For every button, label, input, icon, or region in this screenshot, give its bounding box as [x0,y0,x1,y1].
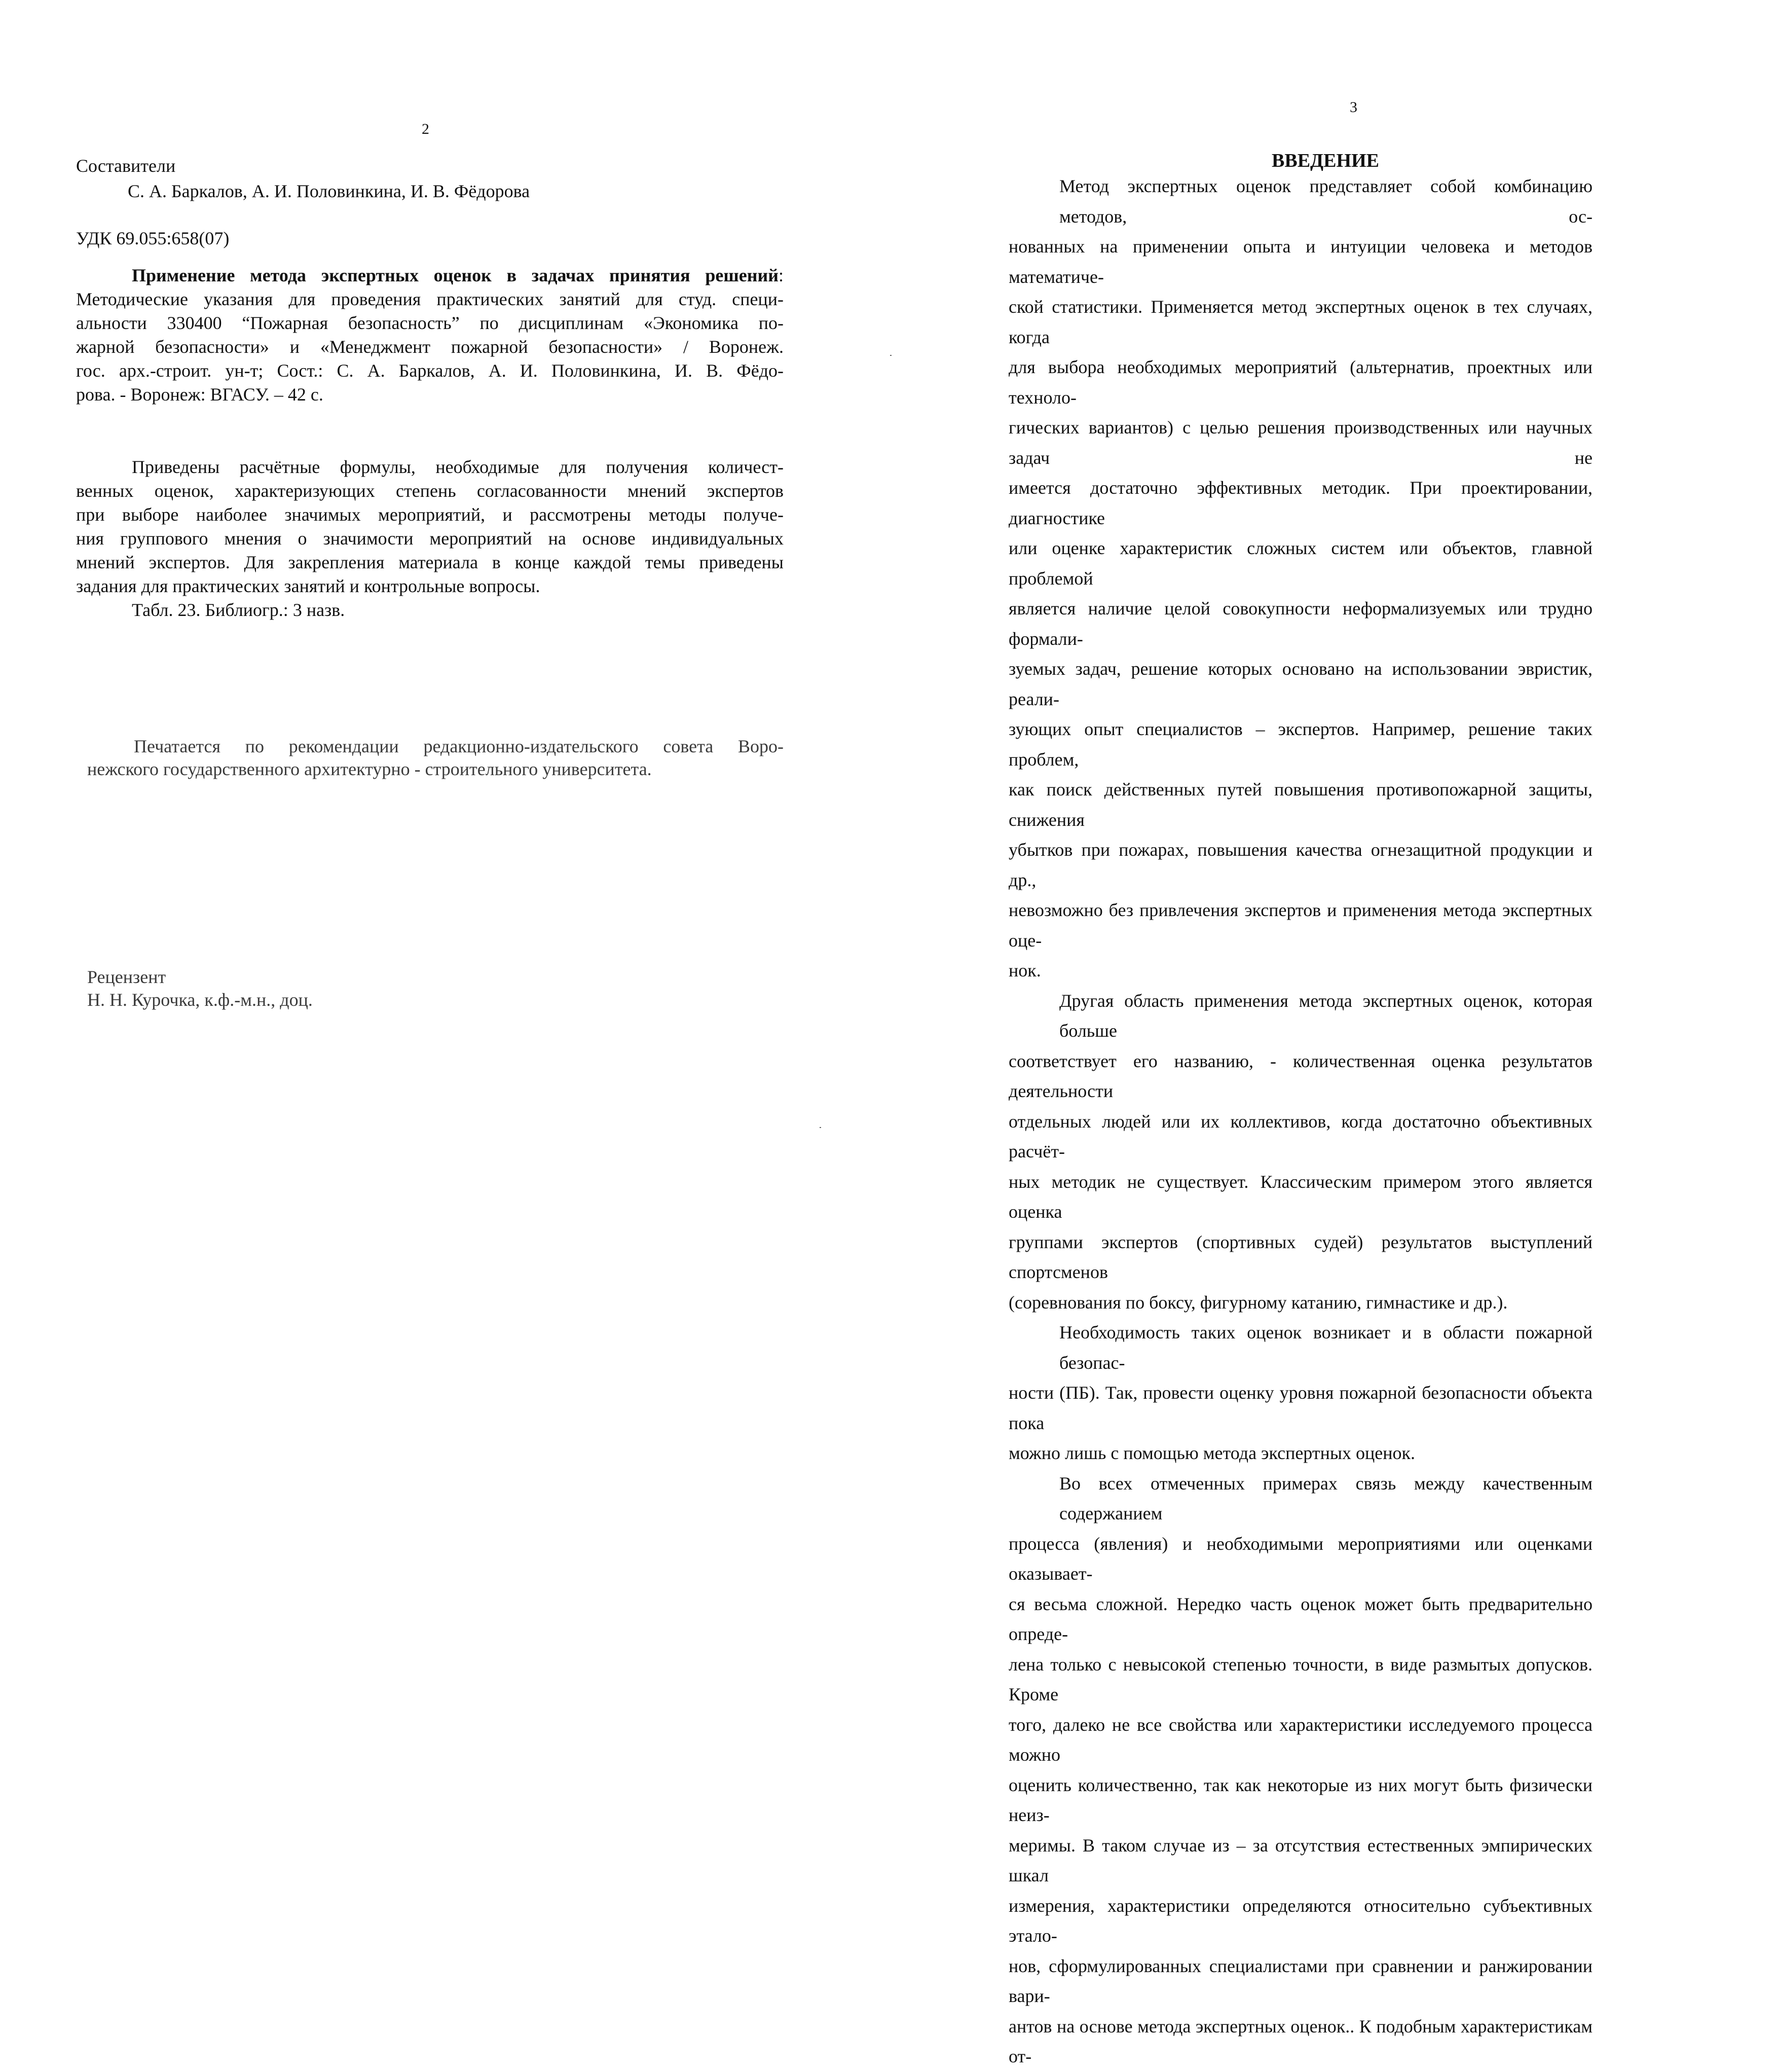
body-line: Необходимость таких оценок возникает и в области пожарной безопас- [1059,1322,1593,1373]
body-line: для выбора необходимых мероприятий (альтернатив, проектных или техноло- [1009,357,1593,408]
annotation-line: Приведены расчётные формулы, необходимые для получения количест- [132,457,784,477]
biblio-line: жарной безопасности» и «Менеджмент пожарной безопасности» / Воронеж. [76,337,784,357]
body-line: как поиск действенных путей повышения противопожарной защиты, снижения [1009,779,1593,830]
body-line: Во всех отмеченных примерах связь между качественным содержанием [1059,1473,1593,1523]
body-line: или оценке характеристик сложных систем или объектов, главной проблемой [1009,538,1593,589]
body-line: Метод экспертных оценок представляет собой комбинацию методов, ос- [1059,176,1593,227]
annotation-line: ния группового мнения о значимости мероприятий на основе индивидуальных [76,528,784,549]
reviewer-label: Рецензент [87,967,166,987]
body-line: нов, сформулированных специалистами при сравнении и ранжировании вари- [1009,1955,1593,2006]
print-approval-note [87,735,784,781]
annotation-line: мнений экспертов. Для закрепления материала в конце каждой темы приведены [76,552,784,572]
reviewer-name: Н. Н. Курочка, к.ф.-м.н., доц. [87,990,313,1010]
udk-code: УДК 69.055:658(07) [76,228,230,248]
body-line: антов на основе метода экспертных оценок.. К подобным характеристикам от- [1009,2016,1593,2066]
body-line: ных методик не существует. Классическим примером этого является оценка [1009,1171,1593,1222]
document-title: Применение метода экспертных оценок в задачах принятия решений [132,265,779,285]
biblio-line: гос. арх.-строит. ун-т; Сост.: С. А. Баркалов, А. И. Половинкина, И. В. Фёдо- [76,360,784,381]
body-line: невозможно без привлечения экспертов и применения метода экспертных оце- [1009,900,1593,951]
body-line: соответствует его названию, - количественная оценка результатов деятельности [1009,1050,1593,1101]
print-note-line: нежского государственного архитектурно - строительного университета. [87,759,652,779]
compilers-label: Составители [76,156,176,176]
section-heading: ВВЕДЕНИЕ [1272,150,1379,171]
body-line: отдельных людей или их коллективов, когда достаточно объективных расчёт- [1009,1111,1593,1161]
introduction-text [1009,171,1593,2072]
body-line: гических вариантов) с целью решения производственных или научных задач не [1009,417,1593,468]
body-line: ской статистики. Применяется метод экспертных оценок в тех случаях, когда [1009,297,1593,347]
annotation-line: венных оценок, характеризующих степень согласованности мнений экспертов [76,481,784,501]
body-line: ся весьма сложной. Нередко часть оценок может быть предварительно опреде- [1009,1593,1593,1644]
compilers-names: С. А. Баркалов, А. И. Половинкина, И. В. Фёдорова [128,181,530,201]
body-line: нок. [1009,960,1041,980]
scan-speck [820,1127,821,1128]
body-line: того, далеко не все свойства или характеристики исследуемого процесса можно [1009,1714,1593,1765]
annotation-line: при выборе наиболее значимых мероприятий, и рассмотрены методы получе- [76,504,784,525]
biblio-line: альности 330400 “Пожарная безопасность” по дисциплинам «Экономика по- [76,313,784,333]
biblio-line: Применение метода экспертных оценок в задачах принятия решений: [132,265,784,285]
annotation-line: задания для практических занятий и контрольные вопросы. [76,576,540,596]
body-line: нованных на применении опыта и интуиции человека и методов математиче- [1009,236,1593,287]
body-line: (соревнования по боксу, фигурному катанию, гимнастике и др.). [1009,1292,1508,1313]
right-page [888,0,1776,2066]
left-page-number: 2 [422,121,429,137]
body-line: зуемых задач, решение которых основано на использовании эвристик, реали- [1009,659,1593,709]
body-line: процесса (явления) и необходимыми мероприятиями или оценками оказывает- [1009,1533,1593,1584]
body-line: измерения, характеристики определяются относительно субъективных эталo- [1009,1895,1593,1946]
body-line: имеется достаточно эффективных методик. При проектировании, диагностике [1009,478,1593,528]
body-line: можно лишь с помощью метода экспертных оценок. [1009,1443,1416,1463]
biblio-line: Методические указания для проведения практических занятий для студ. специ- [76,289,784,309]
body-line: зующих опыт специалистов – экспертов. Например, решение таких проблем, [1009,719,1593,770]
left-page [0,0,888,1256]
bibliographic-description [76,264,784,407]
body-line: лена только с невысокой степенью точности, в виде размытых допусков. Кроме [1009,1654,1593,1704]
body-line: является наличие целой совокупности неформализуемых или трудно формали- [1009,598,1593,649]
print-note-line: Печатается по рекомендации редакционно-издательского совета Воро- [134,736,784,756]
tables-bibliography-count: Табл. 23. Библиогр.: 3 назв. [132,600,345,620]
body-line: оценить количественно, так как некоторые из них могут быть физически неиз- [1009,1774,1593,1825]
body-line: Другая область применения метода экспертных оценок, которая больше [1059,990,1593,1041]
body-line: ности (ПБ). Так, провести оценку уровня пожарной безопасности объекта пока [1009,1383,1593,1433]
body-line: группами экспертов (спортивных судей) результатов выступлений спортсменов [1009,1231,1593,1282]
biblio-line: рова. - Воронеж: ВГАСУ. – 42 с. [76,384,323,405]
body-line: меримы. В таком случае из – за отсутствия естественных эмпирических шкал [1009,1835,1593,1885]
annotation [76,455,784,622]
right-page-number: 3 [1350,99,1357,116]
body-line: убытков при пожарах, повышения качества огнезащитной продукции и др., [1009,840,1593,890]
